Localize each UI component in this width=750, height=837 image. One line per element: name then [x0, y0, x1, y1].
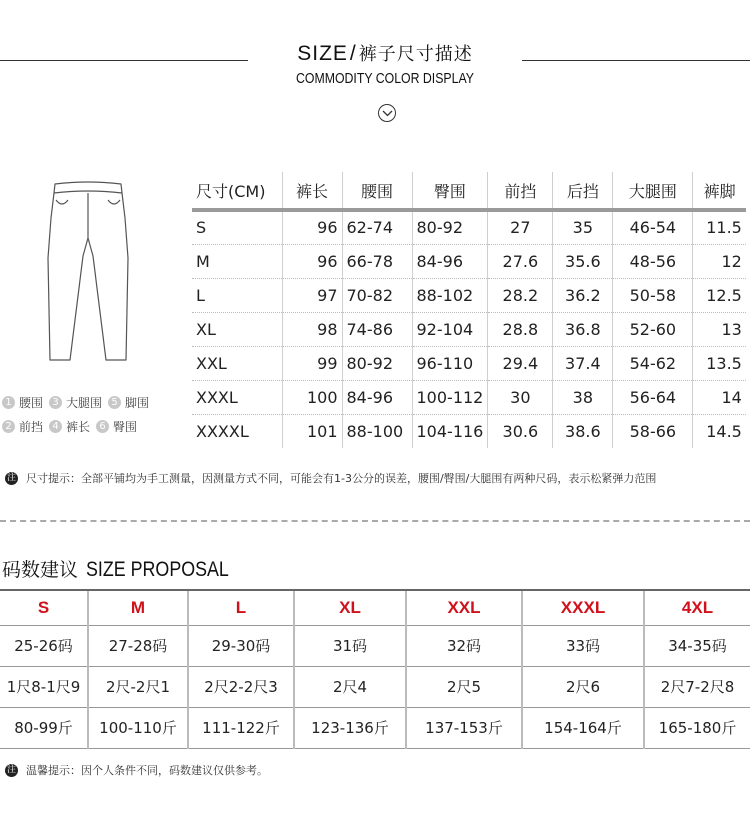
legend-item: 6 臀围: [96, 418, 137, 435]
table-cell: 100-112: [412, 380, 488, 414]
table-cell: 27.6: [488, 244, 553, 278]
size-label: 4XL: [644, 591, 750, 625]
table-cell: 2尺2-2尺3: [188, 666, 294, 707]
header-cell: 前挡: [488, 172, 553, 210]
title-sep: /: [349, 42, 357, 65]
table-cell: 46-54: [613, 210, 693, 244]
table-cell: 74-86: [342, 312, 412, 346]
proposal-note: [5, 762, 268, 778]
table-cell: 29-30码: [188, 625, 294, 666]
header-cell: 后挡: [553, 172, 613, 210]
page-subtitle: COMMODITY COLOR DISPLAY: [296, 70, 474, 87]
size-label: XL: [294, 591, 406, 625]
table-cell: 1尺8-1尺9: [0, 666, 88, 707]
table-cell: 80-92: [412, 210, 488, 244]
size-label: XXL: [406, 591, 522, 625]
size-proposal-table: [0, 591, 750, 749]
table-cell: 98: [282, 312, 342, 346]
proposal-title-en: SIZE PROPOSAL: [86, 558, 229, 581]
size-cell: L: [192, 278, 282, 312]
table-cell: 2尺4: [294, 666, 406, 707]
table-cell: 54-62: [613, 346, 693, 380]
section-divider: [0, 520, 750, 522]
table-cell: 97: [282, 278, 342, 312]
table-cell: 104-116: [412, 414, 488, 448]
table-cell: 70-82: [342, 278, 412, 312]
table-cell: 27: [488, 210, 553, 244]
size-label: L: [188, 591, 294, 625]
note-badge-icon: 注: [6, 472, 16, 483]
table-cell: 34-35码: [644, 625, 750, 666]
title-en: SIZE: [297, 42, 348, 65]
size-cell: XXXXL: [196, 421, 249, 441]
size-cell: XXXL: [192, 380, 282, 414]
proposal-size-row: [0, 591, 750, 625]
table-cell: 29.4: [488, 346, 553, 380]
table-cell: 84-96: [412, 244, 488, 278]
table-row: [192, 210, 746, 244]
proposal-weight-row: [0, 707, 750, 748]
table-cell: 25-26码: [0, 625, 88, 666]
table-row: [192, 244, 746, 278]
table-cell: 38: [553, 380, 613, 414]
table-cell: 80-99斤: [0, 707, 88, 748]
size-label: S: [0, 591, 88, 625]
table-cell: 96: [282, 244, 342, 278]
title-cn: 裤子尺寸描述: [358, 44, 473, 65]
table-cell: 37.4: [553, 346, 613, 380]
table-cell: 35: [553, 210, 613, 244]
table-cell: 36.2: [553, 278, 613, 312]
table-row: [192, 312, 746, 346]
header-cell: 臀围: [412, 172, 488, 210]
table-cell: 2尺6: [522, 666, 644, 707]
table-cell: 11.5: [693, 210, 746, 244]
table-cell: 52-60: [613, 312, 693, 346]
table-cell: 96: [282, 210, 342, 244]
note-text: 温馨提示：因个人条件不同，码数建议仅供参考。: [26, 764, 268, 777]
table-cell: 30: [488, 380, 553, 414]
table-cell: 2尺7-2尺8: [644, 666, 750, 707]
table-cell: 100-110斤: [88, 707, 188, 748]
header-cell: 裤脚: [693, 172, 746, 210]
size-cell: M: [192, 244, 282, 278]
table-cell: 99: [282, 346, 342, 380]
table-cell: 38.6: [553, 414, 613, 448]
size-cell: XXL: [192, 346, 282, 380]
table-cell: 28.2: [488, 278, 553, 312]
table-cell: 35.6: [553, 244, 613, 278]
table-cell: 13.5: [693, 346, 746, 380]
legend-item: 2 前挡: [2, 418, 43, 435]
header-cell: 腰围: [342, 172, 412, 210]
table-cell: 80-92: [342, 346, 412, 380]
legend-item: 1 腰围: [2, 394, 43, 411]
table-cell: 50-58: [613, 278, 693, 312]
table-cell: 56-64: [613, 380, 693, 414]
table-cell: 66-78: [342, 244, 412, 278]
header-cell: 尺寸(CM): [192, 172, 282, 210]
table-cell: 14.5: [693, 414, 746, 448]
table-row: [192, 380, 746, 414]
table-cell: 36.8: [553, 312, 613, 346]
table-cell: 88-100: [342, 414, 412, 448]
measurement-note: [5, 470, 656, 486]
table-cell: 33码: [522, 625, 644, 666]
table-cell: 165-180斤: [644, 707, 750, 748]
table-cell: 12: [693, 244, 746, 278]
size-measurement-table: [192, 172, 746, 448]
proposal-chi-row: [0, 666, 750, 707]
size-cell: XL: [192, 312, 282, 346]
table-cell: 32码: [406, 625, 522, 666]
table-row: [192, 278, 746, 312]
legend-item: 3 大腿围: [49, 394, 102, 411]
chevron-down-icon[interactable]: [378, 104, 396, 122]
table-cell: 88-102: [412, 278, 488, 312]
table-cell: 2尺5: [406, 666, 522, 707]
table-cell: 2尺-2尺1: [88, 666, 188, 707]
table-cell: 14: [693, 380, 746, 414]
table-row: [192, 414, 746, 448]
table-cell: 100: [282, 380, 342, 414]
table-cell: 154-164斤: [522, 707, 644, 748]
table-cell: 31码: [294, 625, 406, 666]
table-cell: 62-74: [342, 210, 412, 244]
proposal-title: [2, 555, 254, 582]
table-cell: 48-56: [613, 244, 693, 278]
legend-item: 4 裤长: [49, 418, 90, 435]
note-badge-icon: 注: [6, 764, 16, 775]
proposal-waist-row: [0, 625, 750, 666]
table-cell: 111-122斤: [188, 707, 294, 748]
header-rule-left: [0, 60, 248, 61]
proposal-title-cn: 码数建议: [2, 559, 79, 581]
table-header-row: [192, 172, 746, 210]
table-cell: 30.6: [488, 414, 553, 448]
measurement-legend: [2, 390, 155, 438]
table-cell: 28.8: [488, 312, 553, 346]
table-cell: 123-136斤: [294, 707, 406, 748]
table-cell: 92-104: [412, 312, 488, 346]
table-cell: 13: [693, 312, 746, 346]
size-label: XXXL: [522, 591, 644, 625]
table-cell: 27-28码: [88, 625, 188, 666]
table-cell: 12.5: [693, 278, 746, 312]
header-rule-right: [522, 60, 750, 61]
table-cell: 96-110: [412, 346, 488, 380]
header-cell: 裤长: [282, 172, 342, 210]
header-cell: 大腿围: [613, 172, 693, 210]
table-cell: 84-96: [342, 380, 412, 414]
size-cell: S: [192, 210, 282, 244]
legend-item: 5 脚围: [108, 394, 149, 411]
table-row: [192, 346, 746, 380]
table-cell: 137-153斤: [406, 707, 522, 748]
note-text: 尺寸提示：全部平铺均为手工测量，因测量方式不同，可能会有1-3公分的误差，腰围/臀围/大腿围有两种尺码，表示松紧弹力范围: [26, 472, 657, 485]
page-title: [250, 40, 520, 66]
size-label: M: [88, 591, 188, 625]
table-cell: 101: [282, 414, 342, 448]
pants-illustration-icon: [38, 178, 138, 368]
table-cell: 58-66: [613, 414, 693, 448]
